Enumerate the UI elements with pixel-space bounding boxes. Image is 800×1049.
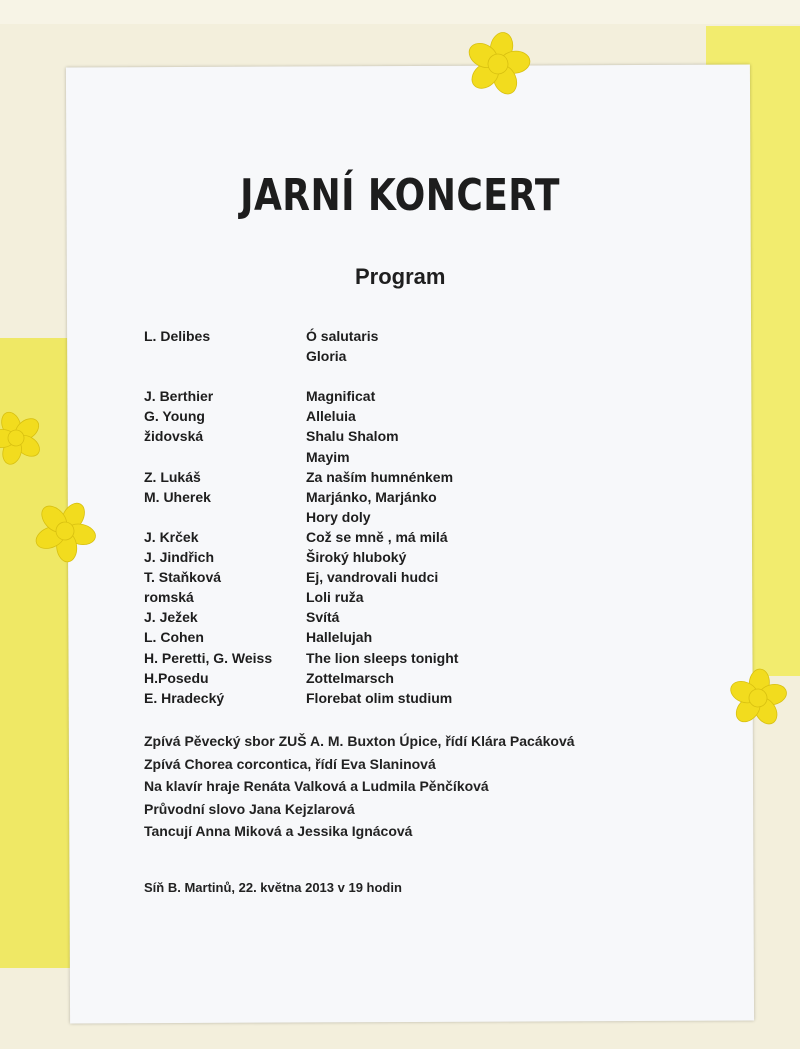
- composer: J. Ježek: [144, 609, 198, 626]
- piece: Loli ruža: [306, 589, 364, 606]
- venue-date: Síň B. Martinů, 22. května 2013 v 19 hodin: [144, 880, 402, 895]
- composer: Z. Lukáš: [144, 468, 201, 485]
- wall-background: [0, 0, 800, 24]
- program-row: [144, 346, 664, 366]
- credit-line: Na klavír hraje Renáta Valková a Ludmila Pěnčíková: [144, 778, 489, 794]
- program-row: [144, 487, 664, 507]
- piece: Zottelmarsch: [306, 669, 394, 686]
- piece: Shalu Shalom: [306, 428, 399, 445]
- program-row: [144, 467, 664, 487]
- program-list: [144, 326, 664, 708]
- piece: Ó salutaris: [306, 328, 379, 344]
- program-row: [144, 648, 664, 668]
- piece: Což se mně , má milá: [306, 528, 448, 545]
- flower-icon: [726, 664, 790, 732]
- piece: Za naším humnénkem: [306, 468, 454, 485]
- program-row: [144, 668, 664, 688]
- flower-icon: [0, 408, 46, 468]
- credit-line: Zpívá Pěvecký sbor ZUŠ A. M. Buxton Úpice, řídí Klára Pacáková: [144, 733, 575, 749]
- flower-icon: [30, 496, 100, 566]
- program-row: [144, 447, 664, 467]
- piece: Alleluia: [306, 408, 356, 425]
- piece: Gloria: [306, 348, 347, 365]
- piece: Ej, vandrovali hudci: [306, 569, 439, 586]
- composer: H. Peretti, G. Weiss: [144, 649, 273, 666]
- program-row: [144, 627, 664, 647]
- flower-icon: [462, 28, 534, 100]
- program-row: [144, 547, 664, 567]
- piece: The lion sleeps tonight: [306, 649, 459, 666]
- piece: Mayim: [306, 448, 350, 465]
- composer: M. Uherek: [144, 488, 211, 505]
- composer: J. Berthier: [144, 388, 214, 405]
- composer: L. Cohen: [144, 629, 204, 646]
- poster-title: JARNÍ KONCERT: [240, 170, 560, 221]
- program-row: [144, 688, 664, 708]
- program-row: [144, 607, 664, 627]
- credit-line: Tancují Anna Miková a Jessika Ignácová: [144, 823, 413, 839]
- composer: romská: [144, 589, 194, 606]
- program-row: [144, 386, 664, 406]
- piece: Svítá: [306, 609, 340, 626]
- poster-subtitle: Program: [355, 264, 446, 289]
- composer: židovská: [144, 428, 204, 445]
- composer: E. Hradecký: [144, 689, 225, 706]
- composer: T. Staňková: [144, 569, 222, 586]
- credit-line: Průvodní slovo Jana Kejzlarová: [144, 800, 355, 817]
- piece: Široký hluboký: [306, 549, 407, 566]
- composer: G. Young: [144, 408, 205, 425]
- composer: J. Jindřich: [144, 549, 215, 566]
- piece: Magnificat: [306, 388, 376, 405]
- program-row: [144, 426, 664, 446]
- credit-line: Zpívá Chorea corcontica, řídí Eva Slaninová: [144, 755, 436, 772]
- program-row: [144, 366, 664, 386]
- performer-credits: [144, 730, 704, 843]
- program-row: [144, 406, 664, 426]
- composer: J. Krček: [144, 528, 199, 545]
- program-row: [144, 507, 664, 527]
- piece: Hory doly: [306, 508, 371, 525]
- composer: H.Posedu: [144, 669, 209, 686]
- composer: L. Delibes: [144, 328, 211, 344]
- program-row: [144, 587, 664, 607]
- program-row: [144, 527, 664, 547]
- program-row: [144, 326, 664, 346]
- piece: Marjánko, Marjánko: [306, 488, 437, 505]
- piece: Florebat olim studium: [306, 689, 453, 706]
- program-row: [144, 567, 664, 587]
- piece: Hallelujah: [306, 629, 373, 646]
